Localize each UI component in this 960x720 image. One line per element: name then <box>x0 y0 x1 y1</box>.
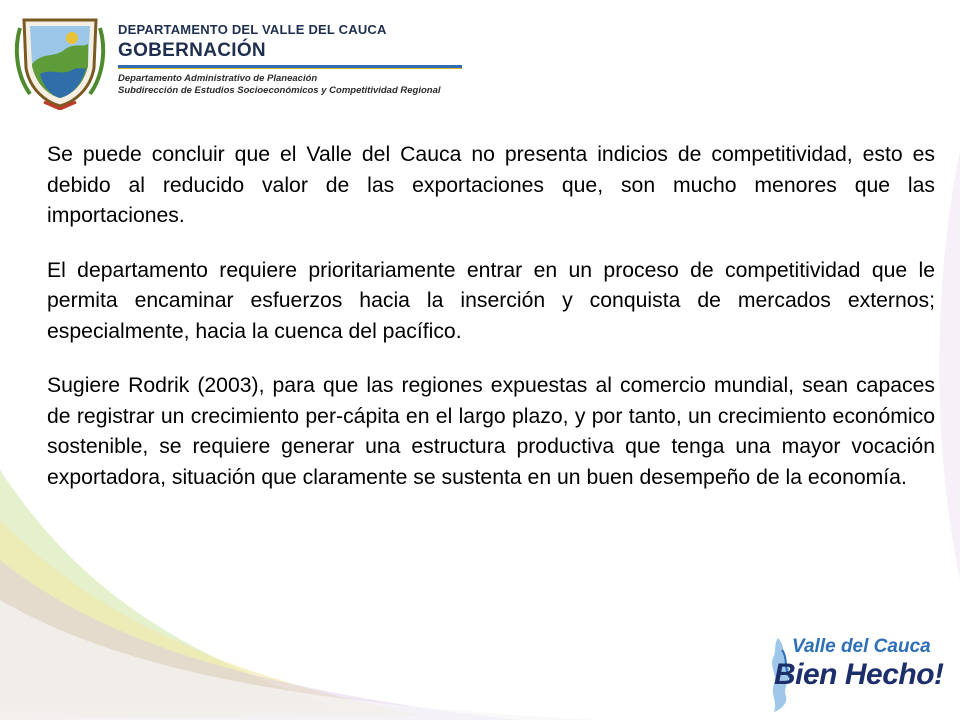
paragraph-competitiveness: El departamento requiere prioritariamente entrar en un proceso de competitividad que le permita encaminar esfuerzos hacia la inserción y conquista de mercados externos; especialmente, hacia la cuenca del pacífico. <box>47 258 935 343</box>
paragraph-conclusion: Se puede concluir que el Valle del Cauca no presenta indicios de competitividad, esto es debido al reducido valor de las exportaciones que, son mucho menores que las importaciones. <box>47 143 935 227</box>
coat-of-arms-icon <box>10 14 110 110</box>
paragraph-rodrik: Sugiere Rodrik (2003), para que las regiones expuestas al comercio mundial, sean capaces de registrar un crecimiento per-cápita en el largo plazo, y por tanto, un crecimiento económico sostenible, se requiere generar una estructura productiva que tenga una mayor vocación exportadora, situación que claramente se sustenta en un buen desempeño de la economía. <box>47 374 935 489</box>
government-title: GOBERNACIÓN <box>118 40 266 61</box>
footer-logo <box>752 630 952 716</box>
header <box>10 14 470 114</box>
subdirection-name: Subdirección de Estudios Socioeconómicos y Competitividad Regional <box>118 85 441 96</box>
department-title: DEPARTAMENTO DEL VALLE DEL CAUCA <box>118 22 387 37</box>
brand-line2: Bien Hecho! <box>774 658 944 691</box>
brand-line1: Valle del Cauca <box>792 636 931 657</box>
header-divider <box>118 65 462 69</box>
office-name: Departamento Administrativo de Planeación <box>118 73 318 84</box>
body-text <box>47 140 935 517</box>
